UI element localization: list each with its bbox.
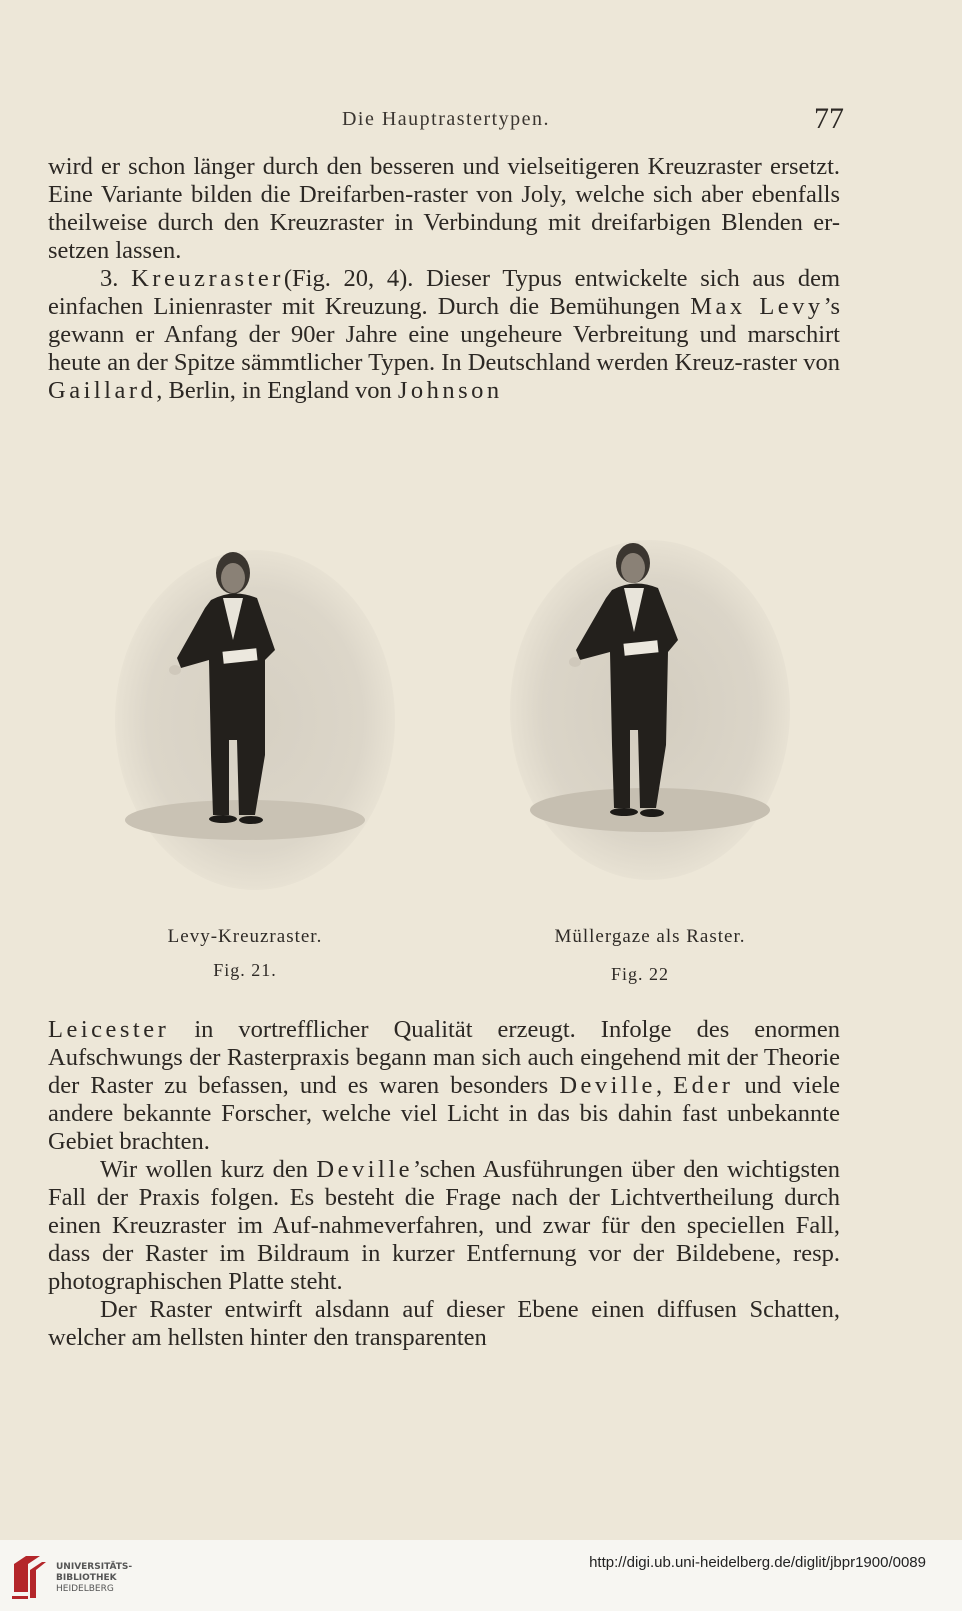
paragraph: Der Raster entwirft alsdann auf dieser Ebene einen diffusen Schatten, welcher am hellsten hinter den transparenten xyxy=(48,1296,840,1351)
logo-line: HEIDELBERG xyxy=(56,1584,114,1594)
permalink-url[interactable]: http://digi.ub.uni-heidelberg.de/diglit/jbpr1900/0089 xyxy=(589,1554,926,1571)
person-name: Eder xyxy=(673,1072,734,1099)
text-run: Dieser Typus entwickelte sich aus dem einfachen Linienraster mit Kreuzung. Durch die Bemühungen xyxy=(48,265,840,320)
figure-reference: (Fig. 20, 4). xyxy=(283,265,414,292)
paragraph xyxy=(48,1016,840,1156)
logo-line: BIBLIOTHEK xyxy=(56,1573,117,1583)
person-name: Gaillard xyxy=(48,377,157,404)
figure-22-caption: Müllergaze als Raster. xyxy=(554,926,746,947)
paragraph xyxy=(48,1156,840,1296)
text-run: , Berlin, in England von xyxy=(156,377,398,404)
text-run: Wir wollen kurz den xyxy=(100,1156,317,1183)
logo-line: UNIVERSITÄTS- xyxy=(56,1562,133,1572)
person-name: Leicester xyxy=(48,1016,170,1043)
section-number: 3. xyxy=(100,265,119,292)
text-run: , xyxy=(655,1072,674,1099)
halftone-portrait-left xyxy=(105,540,405,890)
text-run: und viele andere bekannte Forscher, welche viel Licht in das bis dahin fast unbekannte Gebiet brachten. xyxy=(48,1072,840,1155)
person-name: Deville xyxy=(316,1156,414,1183)
person-name: Max Levy xyxy=(690,293,824,320)
figure-21-caption: Levy-Kreuzraster. xyxy=(167,926,323,947)
text-block-top xyxy=(48,153,840,405)
figure-22-number: Fig. 22 xyxy=(610,964,669,984)
text-run: in vortrefflicher Qualität erzeugt. Infolge des enormen Aufschwungs der Rasterpraxis begann man sich auch eingehend mit der Theorie der Raster zu befassen, und es waren besonders xyxy=(48,1016,840,1099)
viewer-footer xyxy=(0,1540,962,1611)
paragraph: wird er schon länger durch den besseren und vielseitigeren Kreuzraster ersetzt. Eine Variante bilden die Dreifarben-raster von Joly, welche sich aber ebenfalls theilweise durch den Kreuzraster in Verbindung mit dreifarbigen Blenden er-setzen lassen. xyxy=(48,153,840,264)
library-logo-icon xyxy=(10,1552,50,1602)
text-run: ’s gewann er Anfang der 90er Jahre eine ungeheure Verbreitung und marschirt heute an der Spitze sämmtlicher Typen. In Deutschland werden Kreuz-raster von xyxy=(48,293,840,376)
person-name: Deville xyxy=(559,1072,656,1099)
figure-21-number: Fig. 21. xyxy=(213,960,277,980)
library-logo-text xyxy=(56,1562,132,1595)
library-logo[interactable] xyxy=(10,1552,140,1602)
halftone-portrait-right xyxy=(500,540,800,890)
text-run: ’schen Ausführungen über den wichtigsten Fall der Praxis folgen. Es besteht die Frage nach der Lichtvertheilung durch einen Kreuzraster im Auf-nahmeverfahren, und zwar für den speciellen Fall, dass der Raster im Bildraum in kurzer Entfernung vor der Bildebene, resp. photographischen Platte steht. xyxy=(48,1156,840,1295)
paragraph xyxy=(48,265,840,405)
section-term: Kreuzraster xyxy=(131,265,284,292)
running-title: Die Hauptrastertypen. xyxy=(341,108,551,130)
figure-21-image xyxy=(105,540,405,890)
text-block-bottom xyxy=(48,1016,840,1352)
page-number: 77 xyxy=(814,102,844,135)
person-name: Johnson xyxy=(397,377,503,404)
page-header xyxy=(48,102,844,138)
figure-22-image xyxy=(500,540,800,890)
